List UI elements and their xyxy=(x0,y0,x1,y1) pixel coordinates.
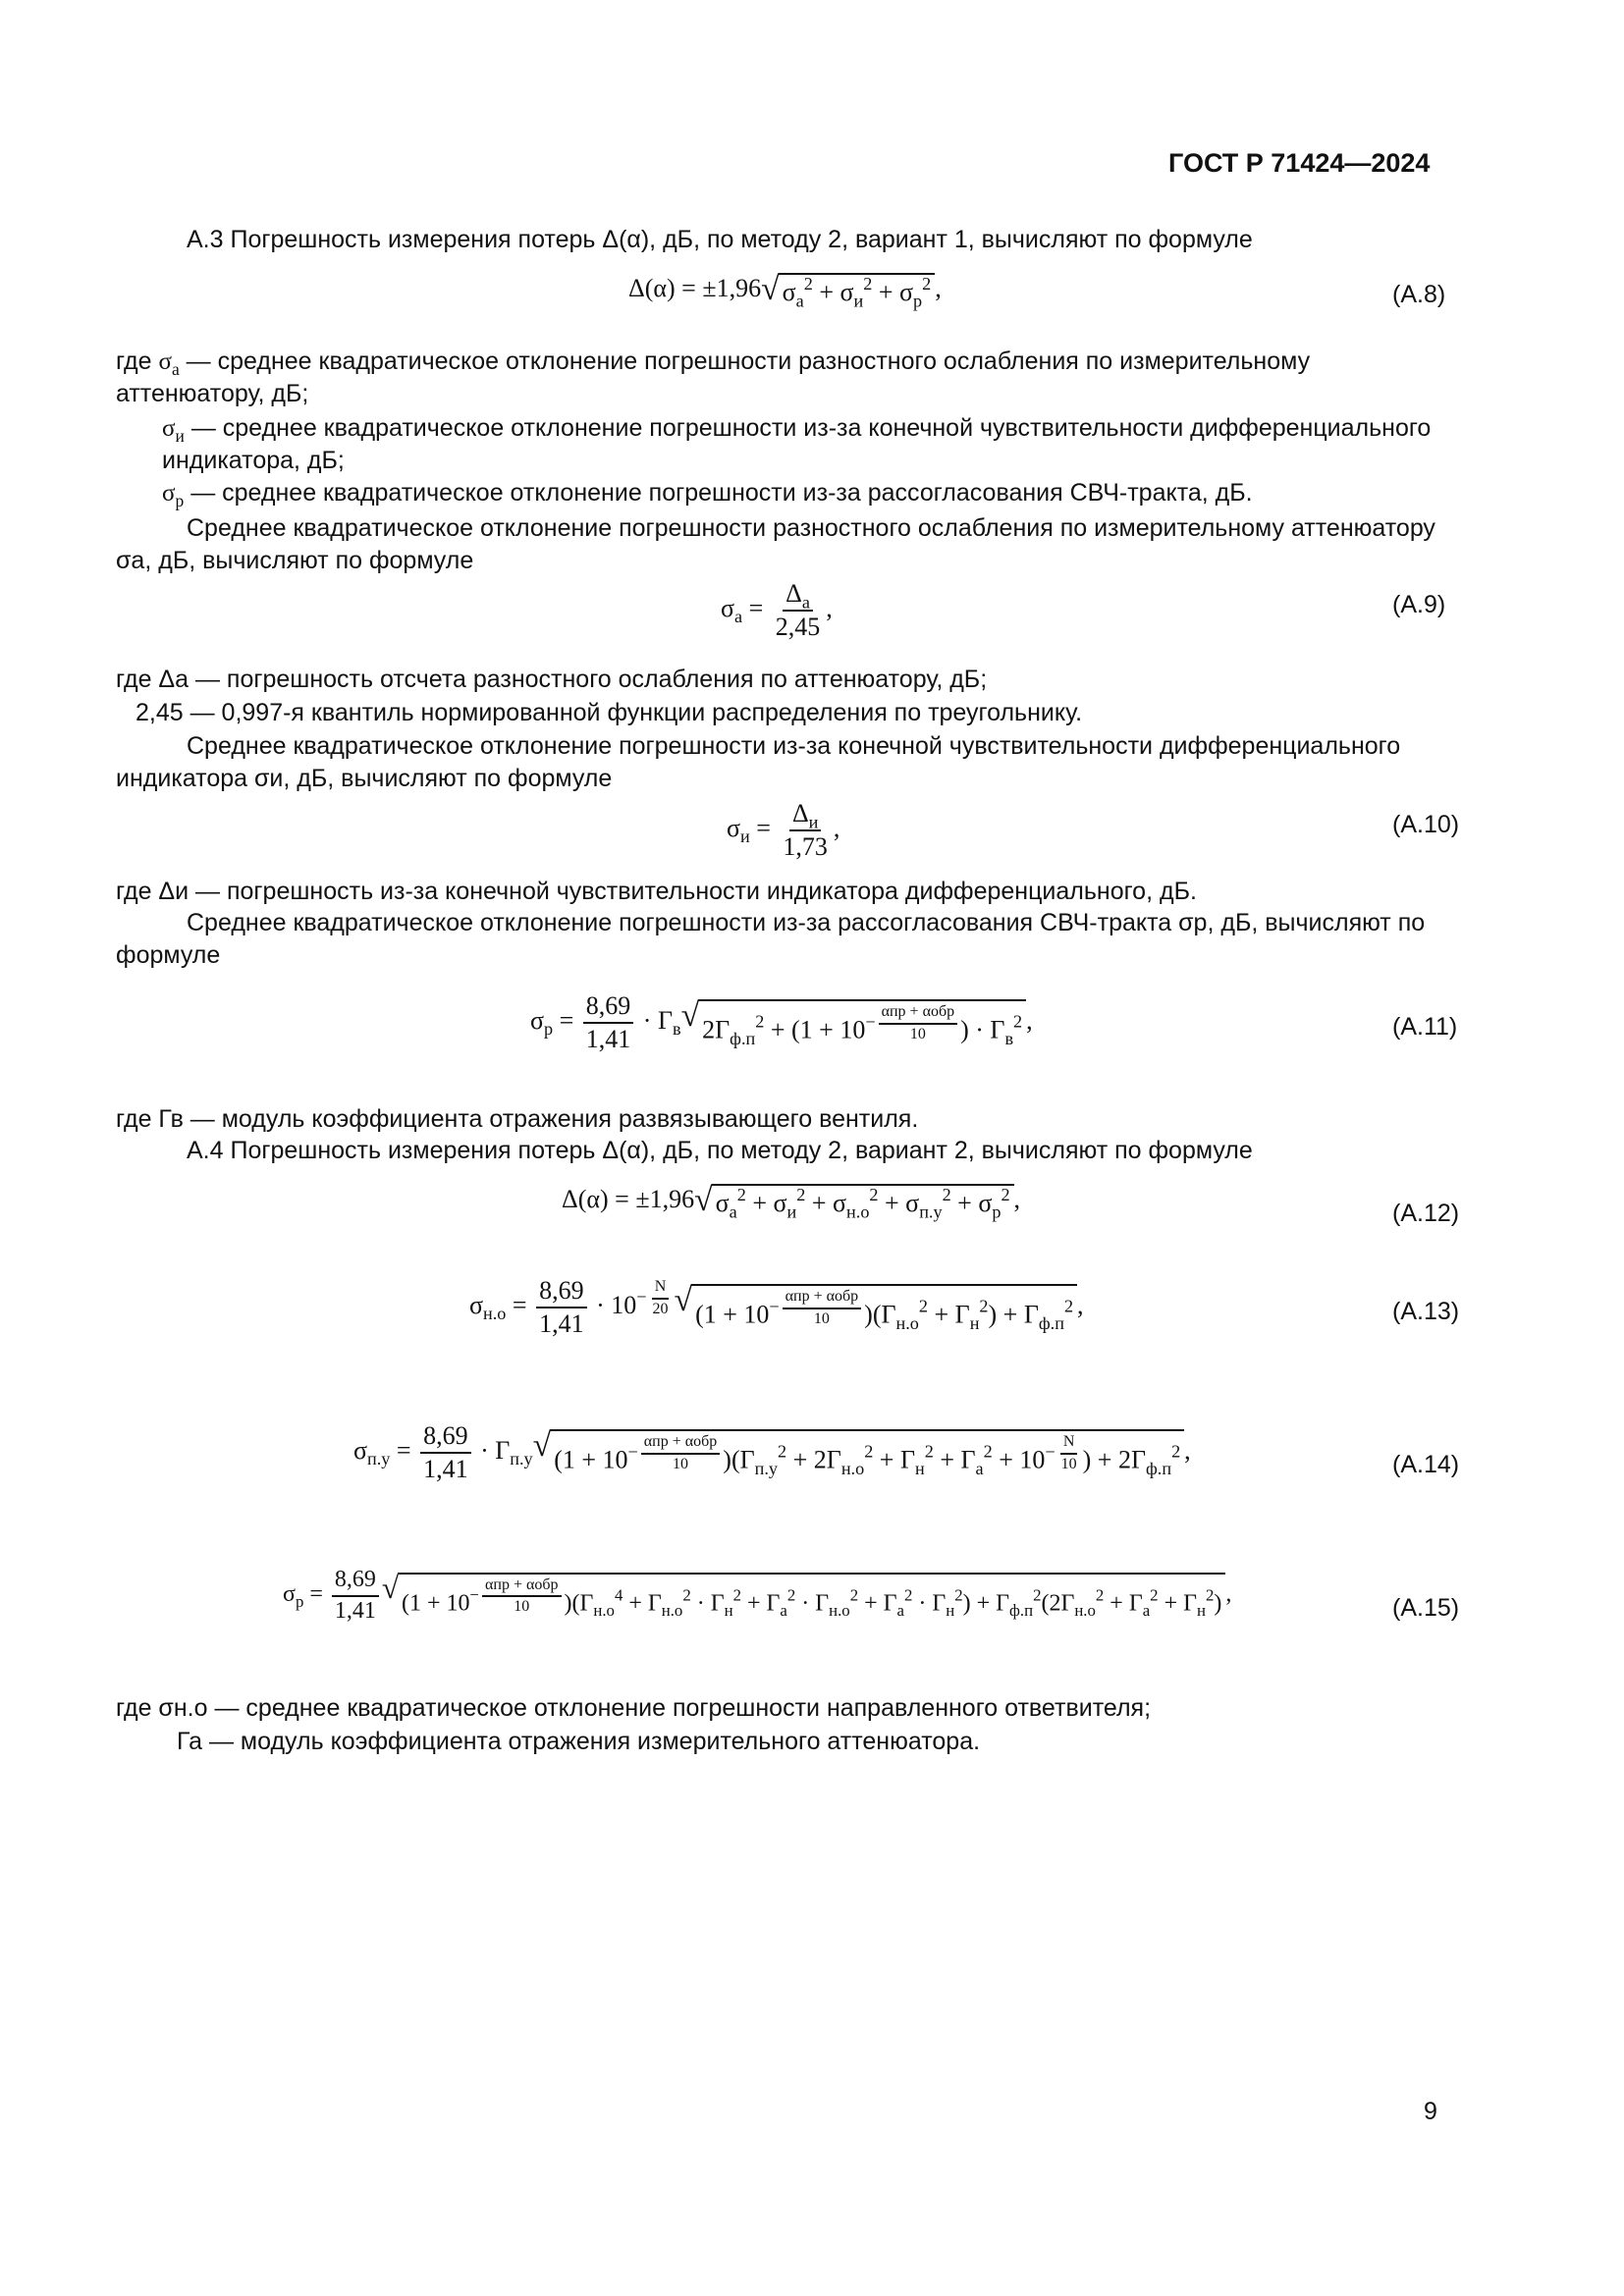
where-item-sigma-a: где $\sigma_а$ — среднее квадратическое отклонение погрешности разностного ослабления по измерительному аттенюатору, дБ; xyxy=(116,347,1311,407)
document-header: ГОСТ Р 71424—2024 xyxy=(1168,148,1431,178)
where3-delta-i: где Δи — погрешность из-за конечной чувствительности индикатора дифференциального, дБ. xyxy=(116,878,1197,905)
equation-a9: $\sigma_а$ = $\frac{\Delta_а}{2,45}$ , xyxy=(721,579,833,641)
equation-a15: $\sigma_р$ = $\frac{8,69}{1,41}$ √ ($1 + 10^{- \frac{\text{αпр + αобр}}{10}}$ )$(Г_{н.о}^4 + Г_{н.о}^2 \cdot Г_н^2 + Г_а^2 \cdot Г_{н.о}^2 + Г_а^2 \cdot Г_н^2) + Г_{ф.п}^2(2Г_{н.о}^2 + Г_а^2 + Г_н^2)$ , xyxy=(283,1567,1232,1624)
equation-a14: $\sigma_{п.у}$ = $\frac{8,69}{1,41}$ · $Г_{п.у}$ √ ($1 + 10^{- \frac{\text{αпр + αобр}}{10}}$ )($Г_{п.у}^2 + 2Г_{н.о}^2 + Г_н^2 + Г_а^2 + 10^{- \frac{N}{10}}$ ) + $2Г_{ф.п}^2$ , xyxy=(353,1421,1191,1483)
equation-a10-number: (А.10) xyxy=(1392,811,1460,838)
where-item-sigma-r: $\sigma_р$ — среднее квадратическое отклонение погрешности из-за рассогласования СВЧ-тракта, дБ. xyxy=(162,479,1253,511)
equation-a8: Δ(α) = ±1,96 √ $\sigma_а^2 + \sigma_и^2 + \sigma_р^2$ , xyxy=(628,271,942,311)
where2-item-delta-a: где Δа — погрешность отсчета разностного ослабления по аттенюатору, дБ; xyxy=(116,666,988,693)
where-a4-gamma-a: Га — модуль коэффициента отражения измерительного аттенюатора. xyxy=(177,1728,981,1755)
section-a3-intro: А.3 Погрешность измерения потерь Δ(α), дБ, по методу 2, вариант 1, вычисляют по формуле xyxy=(187,226,1253,253)
equation-a12: Δ(α) = ±1,96 √ $\sigma_а^2 + \sigma_и^2 + \sigma_{н.о}^2 + \sigma_{п.у}^2 + \sigma_р^2$ , xyxy=(562,1182,1021,1222)
equation-a15-number: (А.15) xyxy=(1392,1594,1460,1622)
equation-a11: $\sigma_р$ = $\frac{8,69}{1,41}$ · $Г_в$ √ $2Г_{ф.п}^2 + (1 + 10^{- \frac{\text{αпр + αобр}}{10}}$ ) · $Г_в^2$ , xyxy=(530,991,1033,1053)
equation-a8-number: (А.8) xyxy=(1392,281,1446,308)
paragraph-sigma-r: Среднее квадратическое отклонение погрешности из-за рассогласования СВЧ-тракта σр, дБ, вычисляют по формуле xyxy=(116,909,1426,969)
equation-a12-number: (А.12) xyxy=(1392,1200,1460,1227)
equation-a9-number: (А.9) xyxy=(1392,591,1446,618)
where4-gamma-v: где Гв — модуль коэффициента отражения развязывающего вентиля. xyxy=(116,1105,919,1133)
where-item-sigma-i: $\sigma_и$ — среднее квадратическое отклонение погрешности из-за конечной чувствительности дифференциального индикатора, дБ; xyxy=(162,414,1432,474)
equation-a11-number: (А.11) xyxy=(1392,1013,1458,1041)
equation-a13: $\sigma_{н.о}$ = $\frac{8,69}{1,41}$ · $10^{- \frac{N}{20}}$ √ ($1 + 10^{- \frac{\text{αпр + αобр}}{10}}$ )$(Г_{н.о}^2 + Г_н^2) + Г_{ф.п}^2$ , xyxy=(469,1276,1084,1338)
paragraph-sigma-a: Среднее квадратическое отклонение погрешности разностного ослабления по измерительному аттенюатору σа, дБ, вычисляют по формуле xyxy=(116,514,1435,574)
equation-a13-number: (А.13) xyxy=(1392,1298,1460,1325)
where2-item-quantile: 2,45 — 0,997-я квантиль нормированной функции распределения по треугольнику. xyxy=(135,699,1083,726)
equation-a14-number: (А.14) xyxy=(1392,1451,1460,1478)
where-a4-sigma-no: где σн.о — среднее квадратическое отклонение погрешности направленного ответвителя; xyxy=(116,1694,1152,1722)
section-a4-intro: А.4 Погрешность измерения потерь Δ(α), дБ, по методу 2, вариант 2, вычисляют по формуле xyxy=(187,1137,1253,1164)
page-number: 9 xyxy=(1424,2098,1437,2125)
equation-a10: $\sigma_и$ = $\frac{\Delta_и}{1,73}$ , xyxy=(727,799,840,861)
paragraph-sigma-i: Среднее квадратическое отклонение погрешности из-за конечной чувствительности дифференциального индикатора σи, дБ, вычисляют по формуле xyxy=(116,732,1401,792)
